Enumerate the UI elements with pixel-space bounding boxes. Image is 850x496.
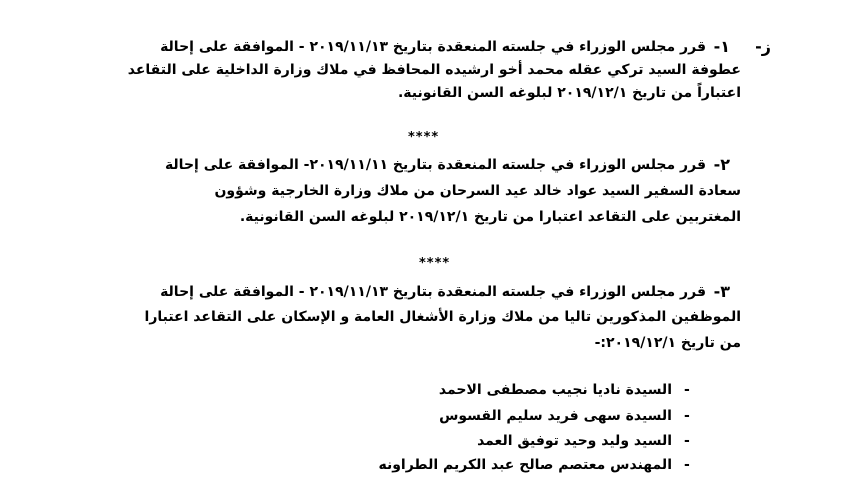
name-2-bullet: - [684, 408, 690, 424]
name-4: المهندس معتصم صالح عبد الكريم الطراونه [378, 457, 672, 473]
name-1: السيدة ناديا نجيب مصطفى الاحمد [438, 382, 672, 398]
item-3-line-1: قرر مجلس الوزراء في جلسته المنعقدة بتاريخ ٢٠١٩/١١/١٣ - الموافقة على إحالة [160, 284, 706, 300]
item-number-3: ٣- [713, 282, 730, 301]
item-1-line-3: اعتباراً من تاريخ ٢٠١٩/١٢/١ لبلوغه السن القانونية. [397, 85, 741, 101]
separator-2: **** [419, 256, 451, 271]
name-2: السيدة سهى فريد سليم القسوس [439, 408, 672, 424]
name-4-bullet: - [684, 457, 690, 473]
separator-1: **** [408, 130, 440, 145]
name-3: السيد وليد وحيد توفيق العمد [477, 433, 672, 449]
section-letter: ز- [755, 37, 771, 56]
name-1-bullet: - [684, 382, 690, 398]
item-2-line-3: المغتربين على التقاعد اعتبارا من تاريخ ٢٠١٩/١٢/١ لبلوغه السن القانونية. [239, 209, 741, 225]
item-1-line-1: قرر مجلس الوزراء في جلسته المنعقدة بتاريخ ٢٠١٩/١١/١٣ - الموافقة على إحالة [160, 39, 706, 55]
item-3-line-2: الموظفين المذكورين تاليا من ملاك وزارة الأشغال العامة و الإسكان على التقاعد اعتبارا [144, 309, 741, 325]
item-2-line-1: قرر مجلس الوزراء في جلسته المنعقدة بتاريخ ٢٠١٩/١١/١١- الموافقة على إحالة [164, 157, 706, 173]
item-number-2: ٢- [713, 155, 730, 174]
item-number-1: ١- [713, 37, 730, 56]
item-2-line-2: سعادة السفير السيد عواد خالد عيد السرحان من ملاك وزارة الخارجية وشؤون [214, 183, 741, 199]
item-3-line-3: من تاريخ ٢٠١٩/١٢/١:- [594, 335, 741, 351]
name-3-bullet: - [684, 433, 690, 449]
item-1-line-2: عطوفة السيد تركي عقله محمد أخو ارشيده المحافظ في ملاك وزارة الداخلية على التقاعد [127, 62, 741, 78]
